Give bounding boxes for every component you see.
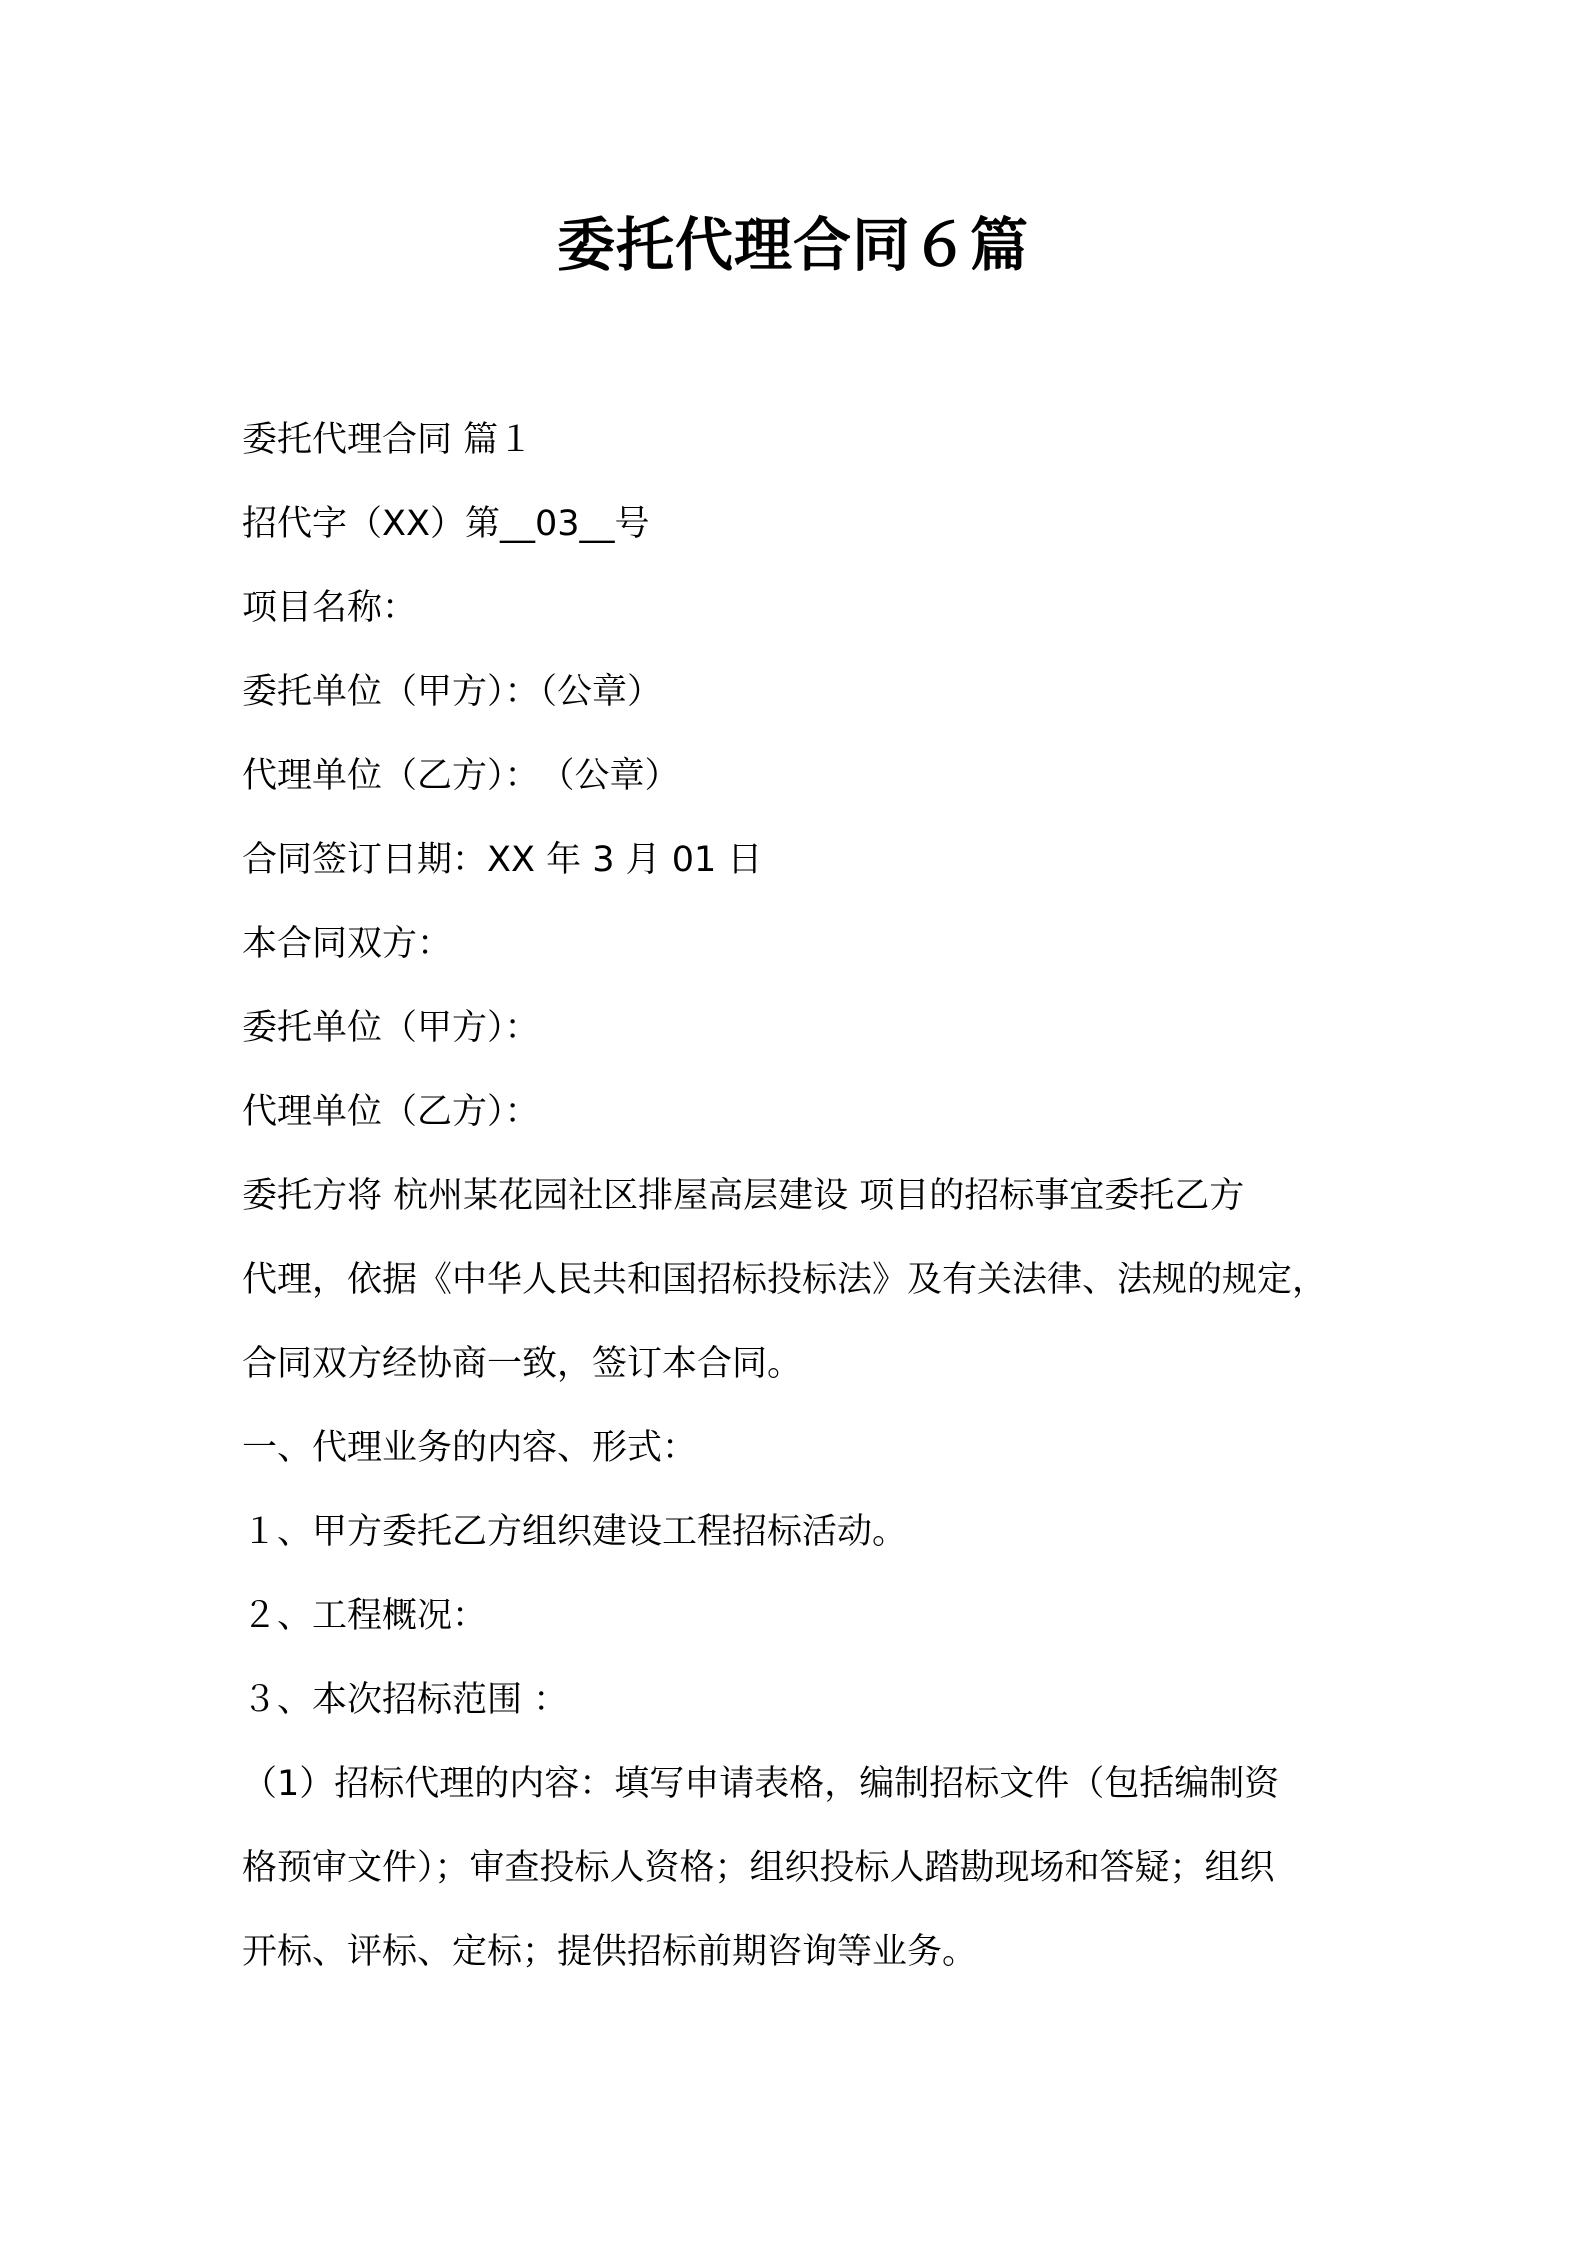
- paragraph-line: 合同双方经协商一致，签订本合同。: [242, 1344, 803, 1384]
- paragraph-line: （1）招标代理的内容：填写申请表格，编制招标文件（包括编制资: [242, 1764, 1280, 1804]
- paragraph-line: 代理，依据《中华人民共和国招标投标法》及有关法律、法规的规定，: [242, 1260, 1328, 1300]
- document-title: 委托代理合同６篇: [556, 211, 1029, 279]
- clause-item: ３、本次招标范围 ：: [242, 1680, 569, 1720]
- section-heading: 委托代理合同 篇１: [242, 420, 534, 460]
- clause-item: ２、工程概况：: [242, 1596, 488, 1636]
- document-body: [242, 398, 1362, 1994]
- reference-number: 招代字（XX）第__03__号: [242, 504, 650, 544]
- agent-party-line: 代理单位（乙方）：: [242, 1092, 540, 1132]
- principal-party-field: 委托单位（甲方）：（公章）: [242, 672, 663, 712]
- principal-party-line: 委托单位（甲方）：: [242, 1008, 540, 1048]
- parties-heading: 本合同双方：: [242, 924, 453, 964]
- agent-party-field: 代理单位（乙方）： （公章）: [242, 756, 680, 796]
- clause-item: １、甲方委托乙方组织建设工程招标活动。: [242, 1512, 908, 1552]
- paragraph-line: 委托方将 杭州某花园社区排屋高层建设 项目的招标事宜委托乙方: [242, 1176, 1245, 1216]
- signing-date-field: 合同签订日期：XX 年 3 月 01 日: [242, 840, 763, 880]
- paragraph-line: 格预审文件）；审查投标人资格；组织投标人踏勘现场和答疑；组织: [242, 1848, 1275, 1888]
- clause-heading: 一、代理业务的内容、形式：: [242, 1428, 698, 1468]
- project-name-field: 项目名称：: [242, 588, 418, 628]
- paragraph-line: 开标、评标、定标；提供招标前期咨询等业务。: [242, 1932, 978, 1972]
